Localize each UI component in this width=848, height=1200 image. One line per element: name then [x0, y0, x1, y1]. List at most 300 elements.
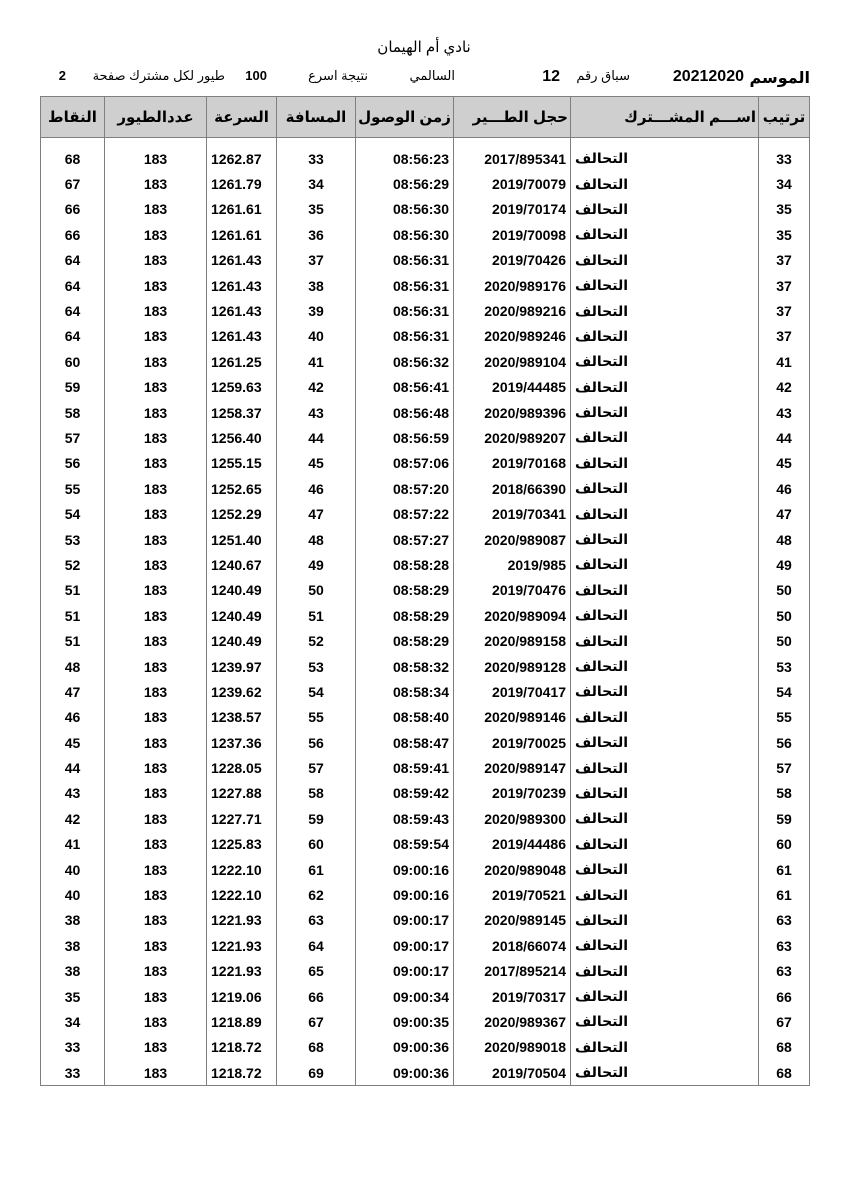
ring-number-cell: 2020/989146	[454, 705, 571, 730]
points-cell: 66	[41, 222, 105, 247]
speed-cell: 1261.43	[207, 273, 277, 298]
participant-name-cell: التحالف	[571, 501, 759, 526]
rank-cell: 53	[759, 654, 810, 679]
col-speed: السرعة	[207, 97, 277, 138]
ring-number-cell: 2019/70079	[454, 171, 571, 196]
participant-name-cell: التحالف	[571, 882, 759, 907]
birds-cell: 183	[105, 324, 207, 349]
results-table	[40, 96, 810, 1086]
rank-cell: 46	[759, 476, 810, 501]
speed-cell: 1259.63	[207, 375, 277, 400]
speed-cell: 1258.37	[207, 400, 277, 425]
birds-cell: 183	[105, 781, 207, 806]
points-cell: 33	[41, 1035, 105, 1060]
arrival-time-cell: 08:56:30	[356, 222, 454, 247]
arrival-time-cell: 08:58:47	[356, 730, 454, 755]
rank-cell: 67	[759, 1009, 810, 1034]
birds-cell: 183	[105, 375, 207, 400]
ring-number-cell: 2020/989158	[454, 628, 571, 653]
distance-cell: 60	[277, 832, 356, 857]
distance-cell: 48	[277, 527, 356, 552]
rank-cell: 33	[759, 146, 810, 171]
col-distance: المسافة	[277, 97, 356, 138]
rank-cell: 42	[759, 375, 810, 400]
ring-number-cell: 2019/70341	[454, 501, 571, 526]
rank-cell: 44	[759, 425, 810, 450]
birds-cell: 183	[105, 679, 207, 704]
participant-name-cell: التحالف	[571, 273, 759, 298]
arrival-time-cell: 08:59:42	[356, 781, 454, 806]
participant-name-cell: التحالف	[571, 146, 759, 171]
arrival-time-cell: 08:58:40	[356, 705, 454, 730]
rank-cell: 68	[759, 1035, 810, 1060]
speed-cell: 1262.87	[207, 146, 277, 171]
points-cell: 64	[41, 324, 105, 349]
distance-cell: 58	[277, 781, 356, 806]
arrival-time-cell: 09:00:17	[356, 959, 454, 984]
col-birds: عددالطيور	[105, 97, 207, 138]
race-label: سباق رقم	[576, 68, 630, 83]
ring-number-cell: 2020/989246	[454, 324, 571, 349]
arrival-time-cell: 09:00:17	[356, 908, 454, 933]
distance-cell: 44	[277, 425, 356, 450]
table-row	[41, 679, 810, 704]
rank-cell: 50	[759, 628, 810, 653]
distance-cell: 46	[277, 476, 356, 501]
distance-cell: 57	[277, 755, 356, 780]
ring-number-cell: 2020/989048	[454, 857, 571, 882]
points-cell: 64	[41, 298, 105, 323]
speed-cell: 1240.49	[207, 603, 277, 628]
distance-cell: 68	[277, 1035, 356, 1060]
table-row	[41, 857, 810, 882]
season-value: 20212020	[672, 68, 744, 85]
participant-name-cell: التحالف	[571, 654, 759, 679]
birds-cell: 183	[105, 730, 207, 755]
speed-cell: 1256.40	[207, 425, 277, 450]
distance-cell: 41	[277, 349, 356, 374]
table-row	[41, 298, 810, 323]
points-cell: 38	[41, 908, 105, 933]
birds-cell: 183	[105, 959, 207, 984]
distance-cell: 42	[277, 375, 356, 400]
ring-number-cell: 2019/70025	[454, 730, 571, 755]
birds-cell: 183	[105, 248, 207, 273]
points-cell: 33	[41, 1060, 105, 1086]
rank-cell: 61	[759, 882, 810, 907]
arrival-time-cell: 08:56:31	[356, 298, 454, 323]
rank-cell: 37	[759, 298, 810, 323]
rank-cell: 59	[759, 806, 810, 831]
arrival-time-cell: 08:59:43	[356, 806, 454, 831]
table-row	[41, 476, 810, 501]
birds-cell: 183	[105, 603, 207, 628]
points-cell: 52	[41, 552, 105, 577]
table-row	[41, 781, 810, 806]
table-row	[41, 984, 810, 1009]
distance-cell: 37	[277, 248, 356, 273]
col-ring: حجل الطـــير	[454, 97, 571, 138]
points-cell: 64	[41, 273, 105, 298]
points-cell: 54	[41, 501, 105, 526]
rank-cell: 35	[759, 222, 810, 247]
ring-number-cell: 2019/70168	[454, 451, 571, 476]
birds-cell: 183	[105, 197, 207, 222]
speed-cell: 1261.43	[207, 324, 277, 349]
speed-cell: 1237.36	[207, 730, 277, 755]
points-cell: 51	[41, 628, 105, 653]
participant-name-cell: التحالف	[571, 375, 759, 400]
participant-name-cell: التحالف	[571, 781, 759, 806]
distance-cell: 33	[277, 146, 356, 171]
ring-number-cell: 2020/989104	[454, 349, 571, 374]
points-cell: 38	[41, 959, 105, 984]
arrival-time-cell: 08:56:32	[356, 349, 454, 374]
distance-cell: 50	[277, 578, 356, 603]
rank-cell: 41	[759, 349, 810, 374]
participant-name-cell: التحالف	[571, 527, 759, 552]
distance-cell: 64	[277, 933, 356, 958]
participant-name-cell: التحالف	[571, 984, 759, 1009]
rank-cell: 55	[759, 705, 810, 730]
participant-name-cell: التحالف	[571, 730, 759, 755]
birds-per-page-label: طيور لكل مشترك صفحة	[92, 68, 225, 83]
birds-cell: 183	[105, 933, 207, 958]
table-row	[41, 425, 810, 450]
distance-cell: 61	[277, 857, 356, 882]
points-cell: 60	[41, 349, 105, 374]
ring-number-cell: 2020/989207	[454, 425, 571, 450]
ring-number-cell: 2020/989367	[454, 1009, 571, 1034]
points-cell: 44	[41, 755, 105, 780]
table-row	[41, 730, 810, 755]
table-row	[41, 603, 810, 628]
distance-cell: 69	[277, 1060, 356, 1086]
arrival-time-cell: 08:56:59	[356, 425, 454, 450]
birds-cell: 183	[105, 908, 207, 933]
rank-cell: 63	[759, 908, 810, 933]
ring-number-cell: 2020/989087	[454, 527, 571, 552]
birds-cell: 183	[105, 451, 207, 476]
table-row	[41, 755, 810, 780]
birds-cell: 183	[105, 349, 207, 374]
arrival-time-cell: 08:58:28	[356, 552, 454, 577]
distance-cell: 40	[277, 324, 356, 349]
arrival-time-cell: 08:58:32	[356, 654, 454, 679]
participant-name-cell: التحالف	[571, 1009, 759, 1034]
speed-cell: 1225.83	[207, 832, 277, 857]
birds-cell: 183	[105, 705, 207, 730]
ring-number-cell: 2020/989176	[454, 273, 571, 298]
distance-cell: 43	[277, 400, 356, 425]
season-label: الموسم	[749, 70, 810, 87]
speed-cell: 1218.72	[207, 1035, 277, 1060]
points-cell: 55	[41, 476, 105, 501]
distance-cell: 38	[277, 273, 356, 298]
points-cell: 57	[41, 425, 105, 450]
points-cell: 42	[41, 806, 105, 831]
points-cell: 66	[41, 197, 105, 222]
speed-cell: 1218.89	[207, 1009, 277, 1034]
participant-name-cell: التحالف	[571, 959, 759, 984]
birds-cell: 183	[105, 1035, 207, 1060]
birds-cell: 183	[105, 400, 207, 425]
participant-name-cell: التحالف	[571, 1035, 759, 1060]
speed-cell: 1221.93	[207, 908, 277, 933]
ring-number-cell: 2020/989300	[454, 806, 571, 831]
ring-number-cell: 2019/70476	[454, 578, 571, 603]
arrival-time-cell: 08:56:30	[356, 197, 454, 222]
speed-cell: 1227.88	[207, 781, 277, 806]
participant-name-cell: التحالف	[571, 324, 759, 349]
arrival-time-cell: 08:56:31	[356, 248, 454, 273]
points-cell: 53	[41, 527, 105, 552]
speed-cell: 1240.67	[207, 552, 277, 577]
speed-cell: 1261.43	[207, 298, 277, 323]
table-row	[41, 908, 810, 933]
distance-cell: 35	[277, 197, 356, 222]
speed-cell: 1261.61	[207, 197, 277, 222]
points-cell: 51	[41, 603, 105, 628]
participant-name-cell: التحالف	[571, 476, 759, 501]
birds-cell: 183	[105, 1060, 207, 1086]
table-row	[41, 882, 810, 907]
participant-name-cell: التحالف	[571, 222, 759, 247]
arrival-time-cell: 09:00:17	[356, 933, 454, 958]
ring-number-cell: 2019/44486	[454, 832, 571, 857]
fastest-value: 100	[245, 68, 267, 83]
ring-number-cell: 2020/989128	[454, 654, 571, 679]
points-cell: 68	[41, 146, 105, 171]
participant-name-cell: التحالف	[571, 908, 759, 933]
distance-cell: 36	[277, 222, 356, 247]
points-cell: 47	[41, 679, 105, 704]
speed-cell: 1255.15	[207, 451, 277, 476]
ring-number-cell: 2017/895341	[454, 146, 571, 171]
speed-cell: 1221.93	[207, 959, 277, 984]
participant-name-cell: التحالف	[571, 705, 759, 730]
arrival-time-cell: 08:57:27	[356, 527, 454, 552]
rank-cell: 63	[759, 959, 810, 984]
birds-cell: 183	[105, 552, 207, 577]
table-row	[41, 628, 810, 653]
table-row	[41, 654, 810, 679]
rank-cell: 50	[759, 578, 810, 603]
birds-cell: 183	[105, 882, 207, 907]
rank-cell: 37	[759, 324, 810, 349]
points-cell: 35	[41, 984, 105, 1009]
birds-cell: 183	[105, 298, 207, 323]
table-row	[41, 832, 810, 857]
table-row	[41, 1035, 810, 1060]
arrival-time-cell: 08:58:34	[356, 679, 454, 704]
speed-cell: 1240.49	[207, 578, 277, 603]
birds-cell: 183	[105, 501, 207, 526]
birds-cell: 183	[105, 984, 207, 1009]
birds-cell: 183	[105, 273, 207, 298]
table-row	[41, 273, 810, 298]
distance-cell: 54	[277, 679, 356, 704]
points-cell: 46	[41, 705, 105, 730]
ring-number-cell: 2018/66390	[454, 476, 571, 501]
result-label: نتيجة اسرع	[308, 68, 368, 83]
col-points: النقاط	[41, 97, 105, 138]
points-cell: 43	[41, 781, 105, 806]
arrival-time-cell: 08:58:29	[356, 603, 454, 628]
points-cell: 40	[41, 882, 105, 907]
participant-name-cell: التحالف	[571, 451, 759, 476]
ring-number-cell: 2020/989018	[454, 1035, 571, 1060]
rank-cell: 57	[759, 755, 810, 780]
table-row	[41, 248, 810, 273]
birds-cell: 183	[105, 527, 207, 552]
arrival-time-cell: 09:00:16	[356, 882, 454, 907]
distance-cell: 47	[277, 501, 356, 526]
birds-cell: 183	[105, 146, 207, 171]
points-cell: 48	[41, 654, 105, 679]
table-row	[41, 1009, 810, 1034]
ring-number-cell: 2019/70239	[454, 781, 571, 806]
race-value: 12	[542, 68, 560, 85]
col-rank: ترتيب	[759, 97, 810, 138]
rank-cell: 43	[759, 400, 810, 425]
rank-cell: 37	[759, 248, 810, 273]
participant-name-cell: التحالف	[571, 248, 759, 273]
race-info-bar	[40, 68, 810, 90]
speed-cell: 1218.72	[207, 1060, 277, 1086]
table-row	[41, 349, 810, 374]
points-cell: 59	[41, 375, 105, 400]
participant-name-cell: التحالف	[571, 298, 759, 323]
distance-cell: 65	[277, 959, 356, 984]
ring-number-cell: 2019/70174	[454, 197, 571, 222]
birds-cell: 183	[105, 857, 207, 882]
ring-number-cell: 2020/989216	[454, 298, 571, 323]
distance-cell: 62	[277, 882, 356, 907]
birds-cell: 183	[105, 171, 207, 196]
speed-cell: 1239.62	[207, 679, 277, 704]
distance-cell: 59	[277, 806, 356, 831]
rank-cell: 37	[759, 273, 810, 298]
birds-cell: 183	[105, 476, 207, 501]
participant-name-cell: التحالف	[571, 933, 759, 958]
arrival-time-cell: 09:00:35	[356, 1009, 454, 1034]
ring-number-cell: 2019/70521	[454, 882, 571, 907]
table-row	[41, 552, 810, 577]
points-cell: 38	[41, 933, 105, 958]
birds-cell: 183	[105, 628, 207, 653]
participant-name-cell: التحالف	[571, 857, 759, 882]
ring-number-cell: 2019/70417	[454, 679, 571, 704]
arrival-time-cell: 08:56:31	[356, 273, 454, 298]
birds-cell: 183	[105, 832, 207, 857]
speed-cell: 1228.05	[207, 755, 277, 780]
ring-number-cell: 2020/989145	[454, 908, 571, 933]
arrival-time-cell: 08:56:41	[356, 375, 454, 400]
participant-name-cell: التحالف	[571, 197, 759, 222]
rank-cell: 58	[759, 781, 810, 806]
participant-name-cell: التحالف	[571, 1060, 759, 1086]
rank-cell: 63	[759, 933, 810, 958]
points-cell: 34	[41, 1009, 105, 1034]
participant-name-cell: التحالف	[571, 578, 759, 603]
speed-cell: 1261.79	[207, 171, 277, 196]
arrival-time-cell: 08:59:41	[356, 755, 454, 780]
ring-number-cell: 2019/70426	[454, 248, 571, 273]
birds-cell: 183	[105, 425, 207, 450]
birds-cell: 183	[105, 806, 207, 831]
arrival-time-cell: 08:56:23	[356, 146, 454, 171]
arrival-time-cell: 09:00:16	[356, 857, 454, 882]
distance-cell: 67	[277, 1009, 356, 1034]
ring-number-cell: 2020/989396	[454, 400, 571, 425]
speed-cell: 1219.06	[207, 984, 277, 1009]
speed-cell: 1252.29	[207, 501, 277, 526]
points-cell: 40	[41, 857, 105, 882]
birds-cell: 183	[105, 1009, 207, 1034]
table-row	[41, 324, 810, 349]
table-row	[41, 527, 810, 552]
rank-cell: 45	[759, 451, 810, 476]
table-row	[41, 705, 810, 730]
ring-number-cell: 2019/70504	[454, 1060, 571, 1086]
arrival-time-cell: 09:00:36	[356, 1035, 454, 1060]
distance-cell: 39	[277, 298, 356, 323]
ring-number-cell: 2019/70098	[454, 222, 571, 247]
birds-cell: 183	[105, 222, 207, 247]
arrival-time-cell: 08:56:31	[356, 324, 454, 349]
club-name: نادي أم الهيمان	[377, 39, 471, 56]
birds-cell: 183	[105, 755, 207, 780]
points-cell: 41	[41, 832, 105, 857]
col-arrival: زمن الوصول	[356, 97, 454, 138]
speed-cell: 1239.97	[207, 654, 277, 679]
rank-cell: 54	[759, 679, 810, 704]
distance-cell: 63	[277, 908, 356, 933]
participant-name-cell: التحالف	[571, 679, 759, 704]
arrival-time-cell: 08:56:48	[356, 400, 454, 425]
speed-cell: 1238.57	[207, 705, 277, 730]
distance-cell: 52	[277, 628, 356, 653]
table-row	[41, 959, 810, 984]
points-cell: 45	[41, 730, 105, 755]
points-cell: 51	[41, 578, 105, 603]
arrival-time-cell: 08:57:20	[356, 476, 454, 501]
distance-cell: 34	[277, 171, 356, 196]
arrival-time-cell: 09:00:36	[356, 1060, 454, 1086]
points-cell: 64	[41, 248, 105, 273]
table-row	[41, 501, 810, 526]
birds-cell: 183	[105, 654, 207, 679]
table-row	[41, 197, 810, 222]
ring-number-cell: 2018/66074	[454, 933, 571, 958]
points-cell: 67	[41, 171, 105, 196]
ring-number-cell: 2020/989094	[454, 603, 571, 628]
distance-cell: 66	[277, 984, 356, 1009]
distance-cell: 51	[277, 603, 356, 628]
speed-cell: 1240.49	[207, 628, 277, 653]
table-row	[41, 806, 810, 831]
location: السالمي	[409, 68, 455, 83]
distance-cell: 56	[277, 730, 356, 755]
ring-number-cell: 2019/44485	[454, 375, 571, 400]
speed-cell: 1251.40	[207, 527, 277, 552]
points-cell: 58	[41, 400, 105, 425]
table-row	[41, 222, 810, 247]
rank-cell: 47	[759, 501, 810, 526]
rank-cell: 35	[759, 197, 810, 222]
participant-name-cell: التحالف	[571, 628, 759, 653]
